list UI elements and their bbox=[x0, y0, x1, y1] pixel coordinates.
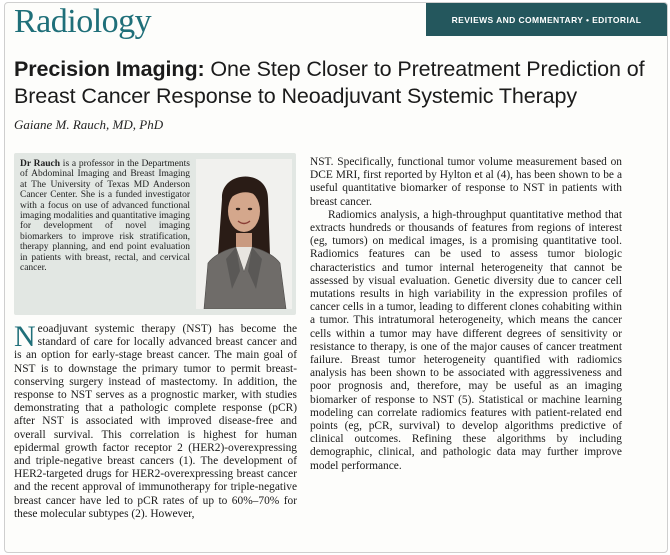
author-bio bbox=[20, 159, 190, 273]
title-rest: One Step Closer to Pretreatment Prediction of Breast Cancer Response to Neoadjuvant Systemic Therapy bbox=[14, 57, 645, 108]
journal-title: Radiology bbox=[14, 3, 152, 40]
author-bio-box bbox=[14, 153, 296, 315]
author-photo bbox=[196, 159, 292, 309]
body-left-column bbox=[14, 320, 297, 521]
left-paragraph: eoadjuvant systemic therapy (NST) has become the standard of care for locally advanced breast cancer and is an option for early-stage breast cancer. The main goal of NST is to downstage the primary tumor to permit breast-conserving surgery instead of mastectomy. In addition, the response to NST serves as a prognostic marker, with studies demonstrating that a pathologic complete response (pCR) after NST is associated with improved disease-free and overall survival. This correlation is highest for human epidermal growth factor receptor 2 (HER2)-overexpressing and triple-negative breast cancers (1). The development of HER2-targeted drugs for HER2-overexpressing breast cancer and the recent approval of immunotherapy for triple-negative breast cancer have led to pCR rates of up to 60%–70% for these molecular subtypes (2). However, bbox=[14, 323, 297, 520]
bio-text: is a professor in the Departments of Abdominal Imaging and Breast Imaging at The University of Texas MD Anderson Cancer Center. She is a funded investigator with a focus on use of advanced functional imaging modalities and quantitative imaging for development of novel imaging biomarkers to improve risk stratification, therapy planning, and end point evaluation in patients with breast, rectal, and cervical cancer. bbox=[20, 159, 190, 274]
journal-page bbox=[4, 2, 668, 553]
section-banner: REVIEWS AND COMMENTARY • EDITORIAL bbox=[426, 3, 667, 36]
right-paragraph-1: NST. Specifically, functional tumor volume measurement based on DCE MRI, first reported by Hylton et al (4), has been shown to be a useful quantitative biomarker of response to NST in patients with breast cancer. bbox=[310, 156, 622, 208]
bio-name: Dr Rauch bbox=[20, 159, 61, 169]
author-byline: Gaiane M. Rauch, MD, PhD bbox=[14, 117, 164, 132]
drop-cap: N bbox=[14, 320, 36, 353]
article-title bbox=[14, 56, 654, 110]
right-paragraph-2: Radiomics analysis, a high-throughput quantitative method that extracts hundreds or thousands of features from regions of interest (eg, tumors) on medical images, is a promising quantitative tool. Radiomics features can be used to assess tumor biologic characteristics and tumor internal heterogeneity that cannot be assessed by visual evaluation. Genetic diversity due to cancer cell mutations results in high variability in the expression profiles of cancer cells in a tumor, leading to different clones cohabiting within a tumor. This intratumoral heterogeneity, which means the cancer cells within a tumor may have different degrees of sensitivity or resistance to therapy, is one of the major causes of cancer treatment failure. Breast tumor heterogeneity quantified with radiomics analysis has been shown to be associated with aggressiveness and poor prognosis and, therefore, may be useful as an imaging biomarker of response to NST (5). Statistical or machine learning modeling can correlate radiomics features with patient-related end points (eg, pCR, survival) to develop algorithms predictive of clinical outcomes. Refining these algorithms by including demographic, clinical, and pathologic data may further improve model performance. bbox=[310, 208, 622, 472]
title-lead: Precision Imaging: bbox=[14, 57, 205, 81]
body-right-column bbox=[310, 156, 622, 473]
